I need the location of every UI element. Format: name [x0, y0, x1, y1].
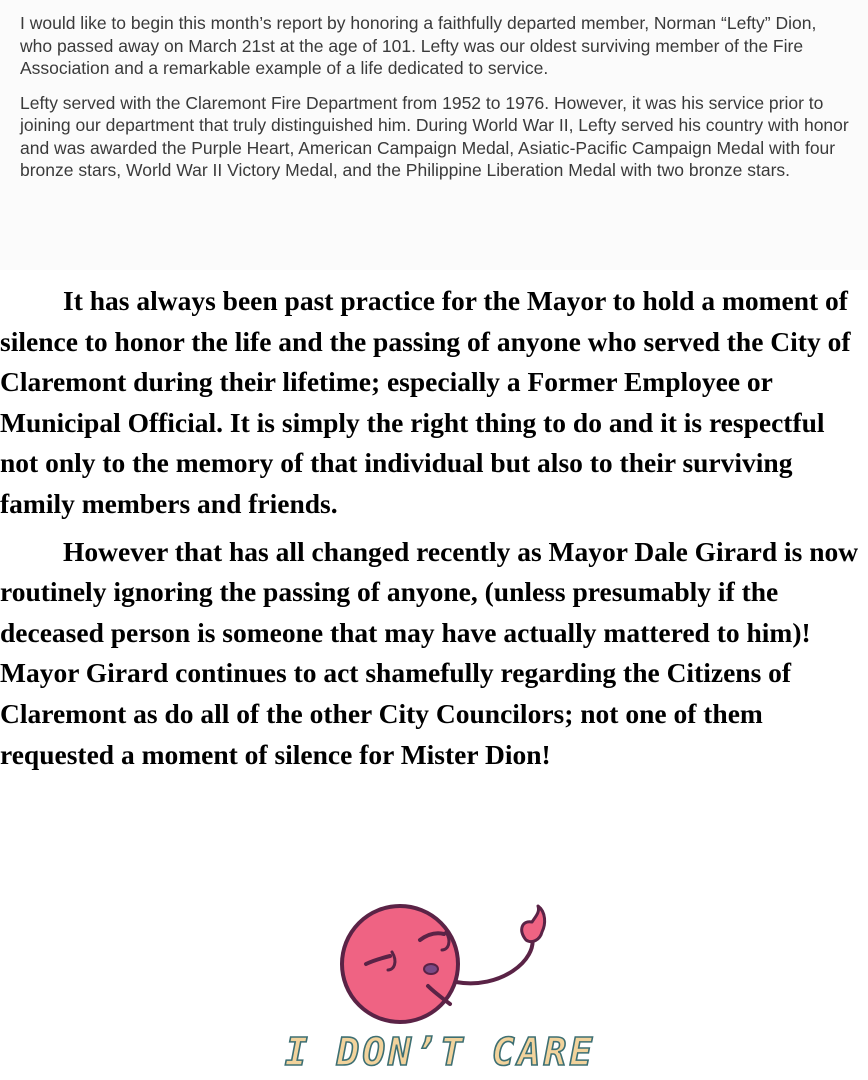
sticker-caption: I DON’T CARE	[284, 1030, 596, 1074]
commentary-paragraph-1: It has always been past practice for the Mayor to hold a moment of silence to honor the life and the passing of anyone who served the City of Claremont during their lifetime; especially a Former Employee or Municipal Official. It is simply the right thing to do and it is respectful not only to the memory of that individual but also to their surviving family members and friends.	[0, 285, 851, 519]
i-dont-care-sticker	[270, 900, 610, 1075]
newsletter-clipping	[0, 0, 868, 270]
clipping-paragraph-1: I would like to begin this month’s report by honoring a faithfully departed member, Norman “Lefty” Dion, who passed away on March 21st at the age of 101. Lefty was our oldest surviving member of the Fire Association and a remarkable example of a life dedicated to service.	[20, 13, 817, 78]
commentary-paragraph-2: However that has all changed recently as Mayor Dale Girard is now routinely ignoring the passing of anyone, (unless presumably if the deceased person is someone that may have actually mattered to him)! Mayor Girard continues to act shamefully regarding the Citizens of Claremont as do all of the other City Councilors; not one of them requested a moment of silence for Mister Dion!	[0, 535, 859, 770]
indifferent-face-icon	[270, 900, 610, 1035]
clipping-paragraph-2: Lefty served with the Claremont Fire Department from 1952 to 1976. However, it was his service prior to joining our department that truly distinguished him. During World War II, Lefty served his country with honor and was awarded the Purple Heart, American Campaign Medal, Asiatic-Pacific Campaign Medal with four bronze stars, World War II Victory Medal, and the Philippine Liberation Medal with two bronze stars.	[20, 92, 849, 180]
commentary-body	[0, 281, 866, 782]
